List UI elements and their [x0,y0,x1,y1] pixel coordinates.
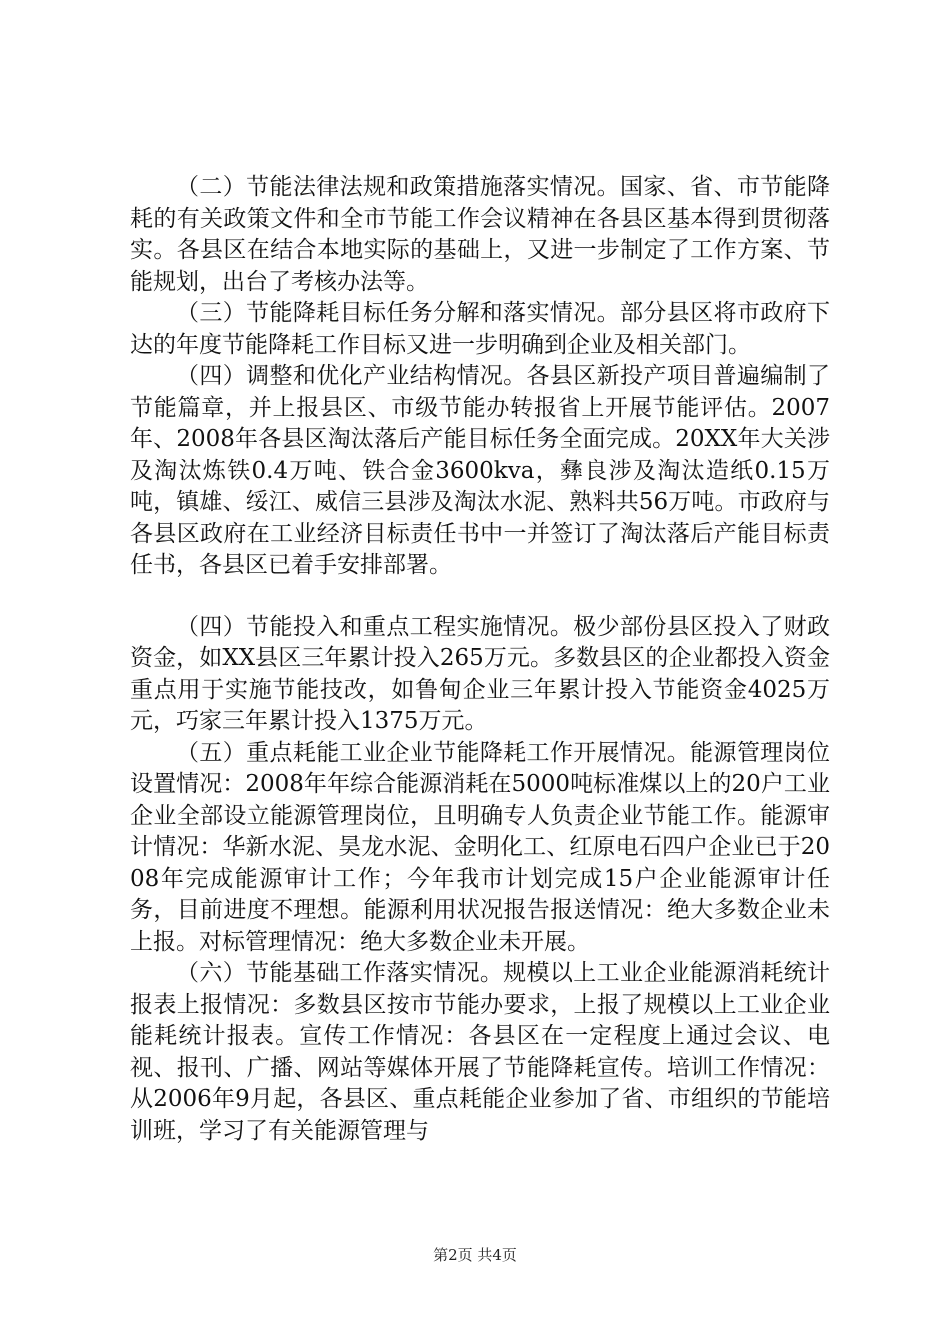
paragraph-industry-structure: （四）调整和优化产业结构情况。各县区新投产项目普遍编制了节能篇章，并上报县区、市级节能办转报省上开展节能评估。2007年、2008年各县区淘汰落后产能目标任务全面完成。20XX年大关涉及淘汰炼铁0.4万吨、铁合金3600kva，彝良涉及淘汰造纸0.15万吨，镇雄、绥江、威信三县涉及淘汰水泥、熟料共56万吨。市政府与各县区政府在工业经济目标责任书中一并签订了淘汰落后产能目标责任书，各县区已着手安排部署。 [130,363,830,578]
paragraph-basic-work: （六）节能基础工作落实情况。规模以上工业企业能源消耗统计报表上报情况：多数县区按市节能办要求，上报了规模以上工业企业能耗统计报表。宣传工作情况：各县区在一定程度上通过会议、电视、报刊、广播、网站等媒体开展了节能降耗宣传。培训工作情况：从2006年9月起，各县区、重点耗能企业参加了省、市组织的节能培训班，学习了有关能源管理与 [130,960,830,1144]
paragraph-laws-policies: （二）节能法律法规和政策措施落实情况。国家、省、市节能降耗的有关政策文件和全市节能工作会议精神在各县区基本得到贯彻落实。各县区在结合本地实际的基础上，又进一步制定了工作方案、节能规划，出台了考核办法等。 [130,174,830,295]
paragraph-investment: （四）节能投入和重点工程实施情况。极少部份县区投入了财政资金，如XX县区三年累计投入265万元。多数县区的企业都投入资金重点用于实施节能技改，如鲁甸企业三年累计投入节能资金4025万元，巧家三年累计投入1375万元。 [130,613,830,734]
page-footer [0,1244,950,1265]
paragraph-target-breakdown: （三）节能降耗目标任务分解和落实情况。部分县区将市政府下达的年度节能降耗工作目标又进一步明确到企业及相关部门。 [130,300,830,358]
paragraph-key-enterprises: （五）重点耗能工业企业节能降耗工作开展情况。能源管理岗位设置情况：2008年年综合能源消耗在5000吨标准煤以上的20户工业企业全部设立能源管理岗位，且明确专人负责企业节能工作。能源审计情况：华新水泥、昊龙水泥、金明化工、红原电石四户企业已于2008年完成能源审计工作；今年我市计划完成15户企业能源审计任务，目前进度不理想。能源利用状况报告报送情况：绝大多数企业未上报。对标管理情况：绝大多数企业未开展。 [130,739,830,955]
page-number: 第2页 共4页 [433,1246,517,1264]
document-body [130,172,830,1147]
